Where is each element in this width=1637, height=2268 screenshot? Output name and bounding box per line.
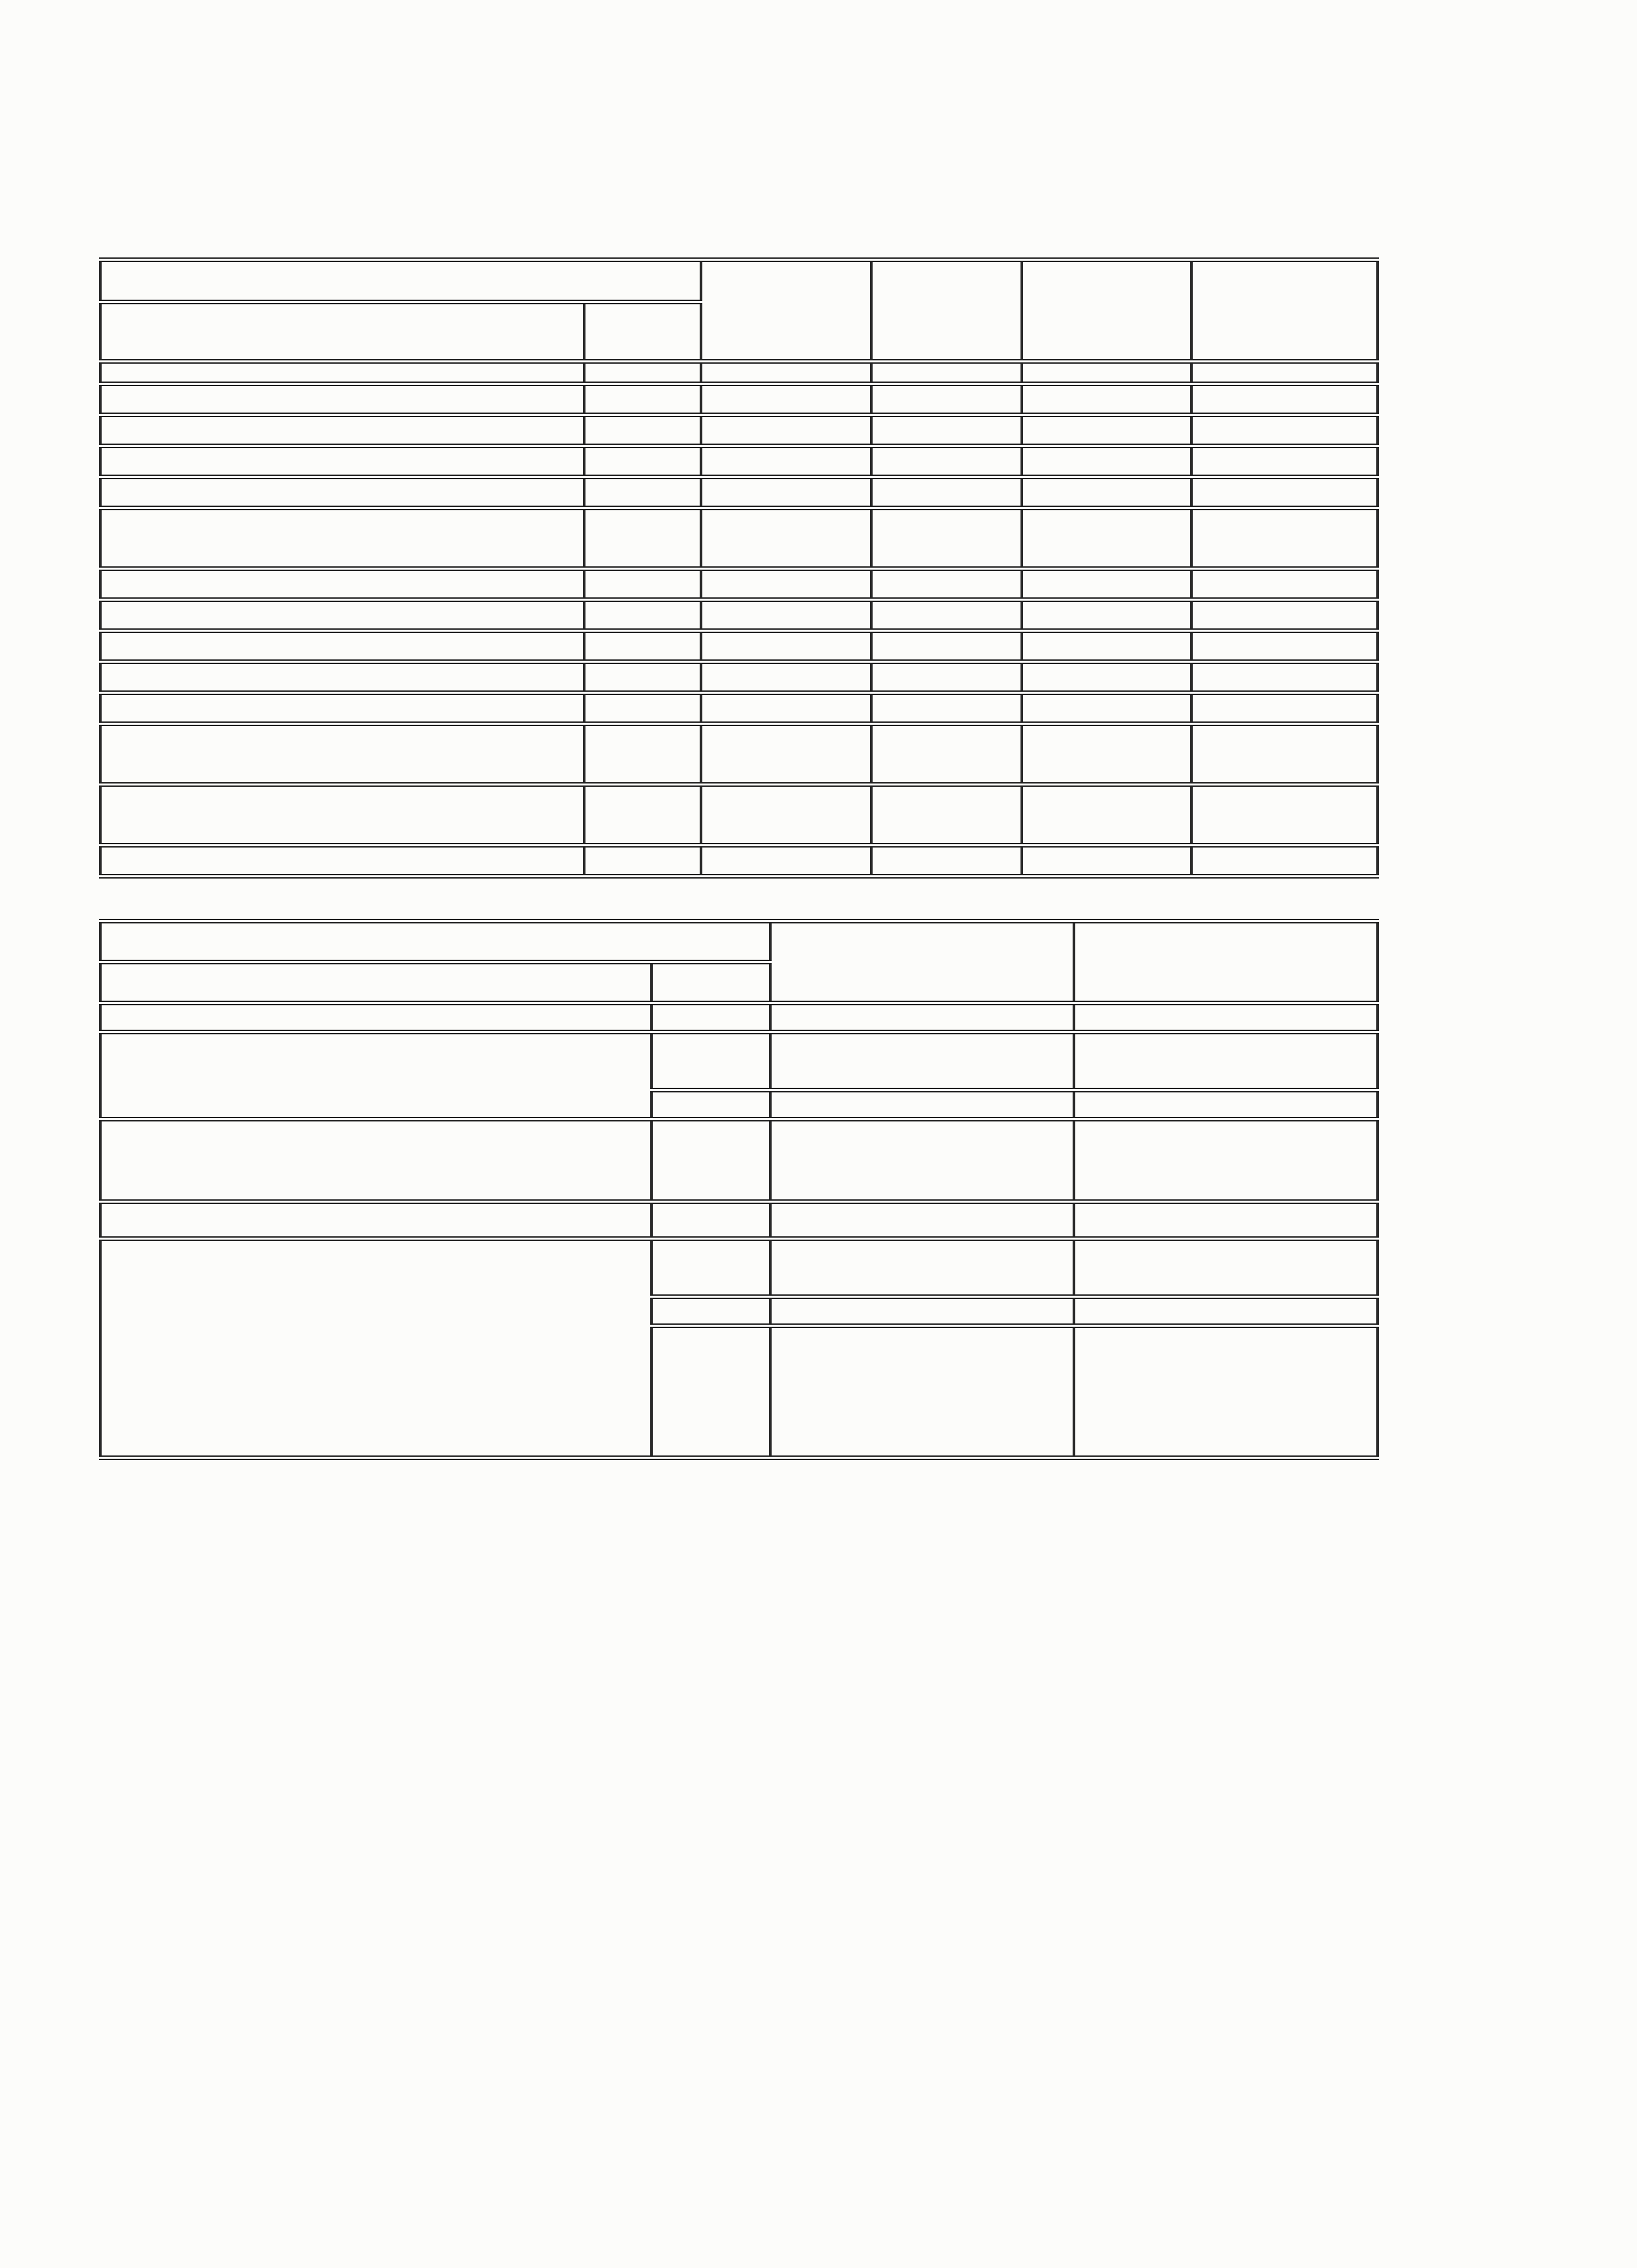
- col-header-year-begin: [770, 921, 1074, 1003]
- value-received-cell: [871, 415, 1022, 446]
- value-end-cell: [1191, 785, 1378, 846]
- value-begin-cell: [701, 477, 871, 508]
- value-received-cell: [871, 662, 1022, 693]
- col-header-code: [584, 302, 701, 362]
- asset-row: [100, 693, 1378, 724]
- asset-name-cell: [100, 477, 584, 508]
- asset-code-cell: [584, 508, 701, 569]
- value-begin-cell: [701, 631, 871, 662]
- col-header-pokazatel: [100, 260, 701, 302]
- asset-row: [100, 569, 1378, 600]
- value-begin-cell: [701, 508, 871, 569]
- col-header-received: [871, 260, 1022, 362]
- col-num: [1191, 362, 1378, 384]
- asset-row: [100, 662, 1378, 693]
- row-code: [651, 1119, 770, 1202]
- value-end-cell: [1191, 600, 1378, 631]
- asset-name-cell: [100, 693, 584, 724]
- izmenenie-section: [100, 1239, 1378, 1458]
- asset-code-cell: [584, 415, 701, 446]
- col-num: [100, 1003, 651, 1032]
- value-received-cell: [871, 693, 1022, 724]
- col-num: [100, 362, 584, 384]
- value-received-cell: [871, 384, 1022, 415]
- value-received-cell: [871, 508, 1022, 569]
- value-begin-cell: [701, 846, 871, 877]
- col-num: [871, 362, 1022, 384]
- value-received-cell: [871, 724, 1022, 785]
- spravochno-header-prev: [1074, 1032, 1378, 1090]
- value-begin-cell: [701, 600, 871, 631]
- revaluation-cost-row: [100, 1119, 1378, 1202]
- asset-code-cell: [584, 846, 701, 877]
- col-num: [1022, 362, 1191, 384]
- asset-row: [100, 415, 1378, 446]
- value-received-cell: [871, 477, 1022, 508]
- spravochno-label: [100, 1032, 651, 1119]
- asset-name-cell: [100, 785, 584, 846]
- value-begin-cell: [701, 415, 871, 446]
- value-end-cell: [1191, 569, 1378, 600]
- value-disposed-cell: [1022, 446, 1191, 477]
- value-end-cell: [1191, 446, 1378, 477]
- row-label: [100, 1202, 651, 1239]
- asset-name-cell: [100, 569, 584, 600]
- asset-code-cell: [584, 693, 701, 724]
- col-num: [651, 1003, 770, 1032]
- asset-row: [100, 631, 1378, 662]
- value-received-cell: [871, 569, 1022, 600]
- izmenenie-header-code: [651, 1239, 770, 1297]
- value-cell: [770, 1202, 1074, 1239]
- value-end-cell: [1191, 477, 1378, 508]
- asset-code-cell: [584, 446, 701, 477]
- value-disposed-cell: [1022, 384, 1191, 415]
- value-disposed-cell: [1022, 785, 1191, 846]
- row-code: [651, 1202, 770, 1239]
- value-begin-cell: [701, 569, 871, 600]
- asset-row: [100, 600, 1378, 631]
- value-disposed-cell: [1022, 415, 1191, 446]
- asset-name-cell: [100, 446, 584, 477]
- column-numbers-row: [100, 1003, 1378, 1032]
- row-label: [100, 1119, 651, 1202]
- asset-name-cell: [100, 600, 584, 631]
- asset-name-cell: [100, 846, 584, 877]
- value-cell: [1074, 1119, 1378, 1202]
- izmenenie-header-begin: [770, 1239, 1074, 1297]
- col-num: [770, 1297, 1074, 1326]
- value-disposed-cell: [1022, 724, 1191, 785]
- value-received-cell: [871, 846, 1022, 877]
- col-header-disposed: [1022, 260, 1191, 362]
- spravochno-header-begin: [770, 1032, 1074, 1090]
- amortization-table-header: [100, 921, 1378, 1032]
- value-received-cell: [871, 785, 1022, 846]
- fixed-assets-rows: [100, 384, 1378, 877]
- asset-row: [100, 508, 1378, 569]
- fixed-assets-table: [99, 257, 1379, 879]
- value-end-cell: [1191, 631, 1378, 662]
- asset-code-cell: [584, 631, 701, 662]
- value-end-cell: [1191, 508, 1378, 569]
- value-begin-cell: [701, 693, 871, 724]
- asset-code-cell: [584, 724, 701, 785]
- value-begin-cell: [701, 785, 871, 846]
- value-begin-cell: [701, 446, 871, 477]
- asset-name-cell: [100, 384, 584, 415]
- col-num: [1074, 1297, 1378, 1326]
- col-num: [1074, 1003, 1378, 1032]
- value-cell: [1074, 1202, 1378, 1239]
- izmenenie-label: [100, 1239, 651, 1458]
- asset-name-cell: [100, 415, 584, 446]
- col-header-period-end: [1074, 921, 1378, 1003]
- asset-code-cell: [584, 569, 701, 600]
- col-num: [770, 1003, 1074, 1032]
- value-disposed-cell: [1022, 477, 1191, 508]
- value-disposed-cell: [1022, 662, 1191, 693]
- asset-code-cell: [584, 785, 701, 846]
- asset-row: [100, 785, 1378, 846]
- asset-row: [100, 724, 1378, 785]
- asset-code-cell: [584, 600, 701, 631]
- asset-name-cell: [100, 508, 584, 569]
- value-end-cell: [1191, 662, 1378, 693]
- amortization-table: [99, 919, 1379, 1460]
- value-end-cell: [1191, 693, 1378, 724]
- value-end-cell: [1191, 724, 1378, 785]
- asset-row: [100, 384, 1378, 415]
- col-num: [1074, 1090, 1378, 1119]
- row-code: [651, 1326, 770, 1458]
- col-header-code: [651, 962, 770, 1003]
- asset-name-cell: [100, 662, 584, 693]
- value-received-cell: [871, 446, 1022, 477]
- value-begin-cell: [701, 384, 871, 415]
- value-begin-cell: [701, 662, 871, 693]
- value-begin-cell: [701, 724, 871, 785]
- asset-row: [100, 446, 1378, 477]
- column-numbers-row: [100, 362, 1378, 384]
- col-num: [651, 1090, 770, 1119]
- asset-code-cell: [584, 662, 701, 693]
- value-cell: [770, 1326, 1074, 1458]
- value-cell: [1074, 1326, 1378, 1458]
- asset-code-cell: [584, 384, 701, 415]
- asset-code-cell: [584, 477, 701, 508]
- value-disposed-cell: [1022, 631, 1191, 662]
- revaluation-amort-row: [100, 1202, 1378, 1239]
- asset-name-cell: [100, 631, 584, 662]
- value-received-cell: [871, 631, 1022, 662]
- col-header-end: [1191, 260, 1378, 362]
- value-cell: [770, 1119, 1074, 1202]
- col-header-pokazatel: [100, 921, 770, 962]
- value-disposed-cell: [1022, 569, 1191, 600]
- value-end-cell: [1191, 846, 1378, 877]
- value-disposed-cell: [1022, 600, 1191, 631]
- fixed-assets-table-header: [100, 260, 1378, 384]
- value-end-cell: [1191, 415, 1378, 446]
- col-header-name: [100, 962, 651, 1003]
- col-num: [651, 1297, 770, 1326]
- asset-name-cell: [100, 724, 584, 785]
- col-num: [770, 1090, 1074, 1119]
- value-received-cell: [871, 600, 1022, 631]
- spravochno-header-code: [651, 1032, 770, 1090]
- asset-row: [100, 477, 1378, 508]
- spravochno-section: [100, 1032, 1378, 1239]
- col-num: [701, 362, 871, 384]
- value-end-cell: [1191, 384, 1378, 415]
- value-disposed-cell: [1022, 508, 1191, 569]
- col-num: [584, 362, 701, 384]
- col-header-begin: [701, 260, 871, 362]
- col-header-name: [100, 302, 584, 362]
- asset-row: [100, 846, 1378, 877]
- value-disposed-cell: [1022, 846, 1191, 877]
- izmenenie-header-end: [1074, 1239, 1378, 1297]
- value-disposed-cell: [1022, 693, 1191, 724]
